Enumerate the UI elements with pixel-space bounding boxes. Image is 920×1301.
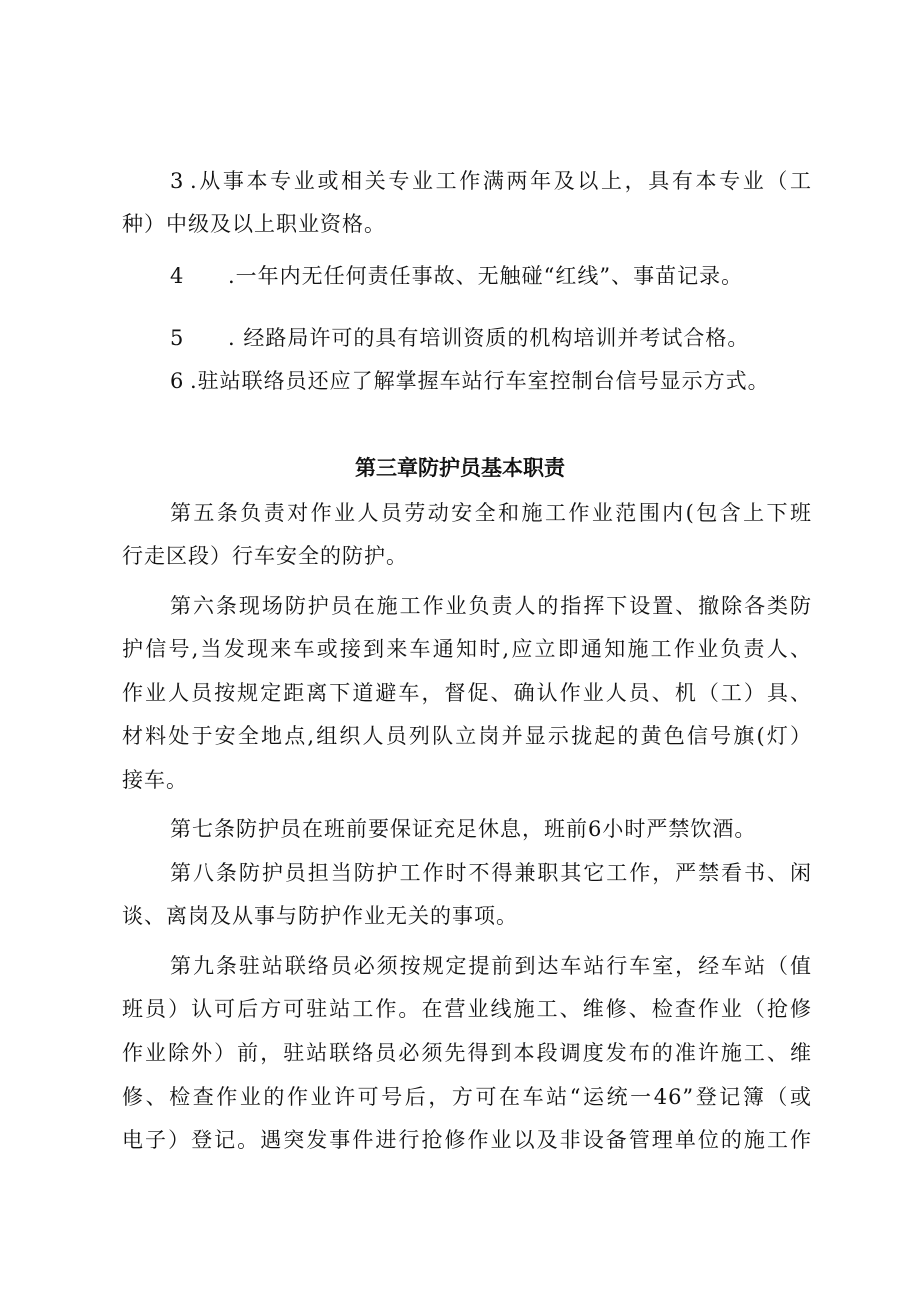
item-3-text-line2: 种）中级及以上职业资格。	[122, 212, 386, 236]
chapter-title: 第三章防护员基本职责	[355, 456, 565, 480]
item-6-text: .驻站联络员还应了解掌握车站行车室控制台信号显示方式。	[190, 369, 770, 393]
article-7-line: 第七条防护员在班前要保证充足休息，班前6小时严禁饮酒。	[170, 817, 757, 841]
article-6-line: 第六条现场防护员在施工作业负责人的指挥下设置、撤除各类防	[170, 594, 812, 618]
article-6-line: 材料处于安全地点,组织人员列队立岗并显示拢起的黄色信号旗(灯）	[122, 724, 812, 748]
article-5-line: 行走区段）行车安全的防护。	[122, 544, 408, 568]
item-6-number: 6	[170, 369, 184, 393]
article-6-line: 护信号,当发现来车或接到来车通知时,应立即通知施工作业负责人、	[122, 637, 812, 661]
article-9-line: 修、检查作业的作业许可号后，方可在车站“运统一46”登记簿（或	[122, 1085, 812, 1109]
item-5-text: . 经路局许可的具有培训资质的机构培训并考试合格。	[228, 326, 750, 350]
item-3-text-line1: .从事本专业或相关专业工作满两年及以上，具有本专业（工	[190, 169, 812, 193]
article-9-line: 第九条驻站联络员必须按规定提前到达车站行车室，经车站（值	[170, 954, 812, 978]
article-8-line: 第八条防护员担当防护工作时不得兼职其它工作，严禁看书、闲	[170, 861, 812, 885]
article-9-line: 班员）认可后方可驻站工作。在营业线施工、维修、检查作业（抢修	[122, 997, 812, 1021]
item-4-number: 4	[170, 264, 184, 288]
article-6-line: 接车。	[122, 768, 188, 792]
article-9-line: 电子）登记。遇突发事件进行抢修作业以及非设备管理单位的施工作	[122, 1128, 812, 1152]
item-3-number: 3	[170, 169, 184, 193]
article-6-line: 作业人员按规定距离下道避车，督促、确认作业人员、机（工）具、	[122, 681, 812, 705]
item-5-number: 5	[170, 326, 184, 350]
article-9-line: 作业除外）前，驻站联络员必须先得到本段调度发布的准许施工、维	[122, 1041, 812, 1065]
article-8-line: 谈、离岗及从事与防护作业无关的事项。	[122, 904, 518, 928]
article-5-line: 第五条负责对作业人员劳动安全和施工作业范围内(包含上下班	[170, 501, 812, 525]
item-4-text: .一年内无任何责任事故、无触碰“红线”、事苗记录。	[228, 264, 744, 288]
